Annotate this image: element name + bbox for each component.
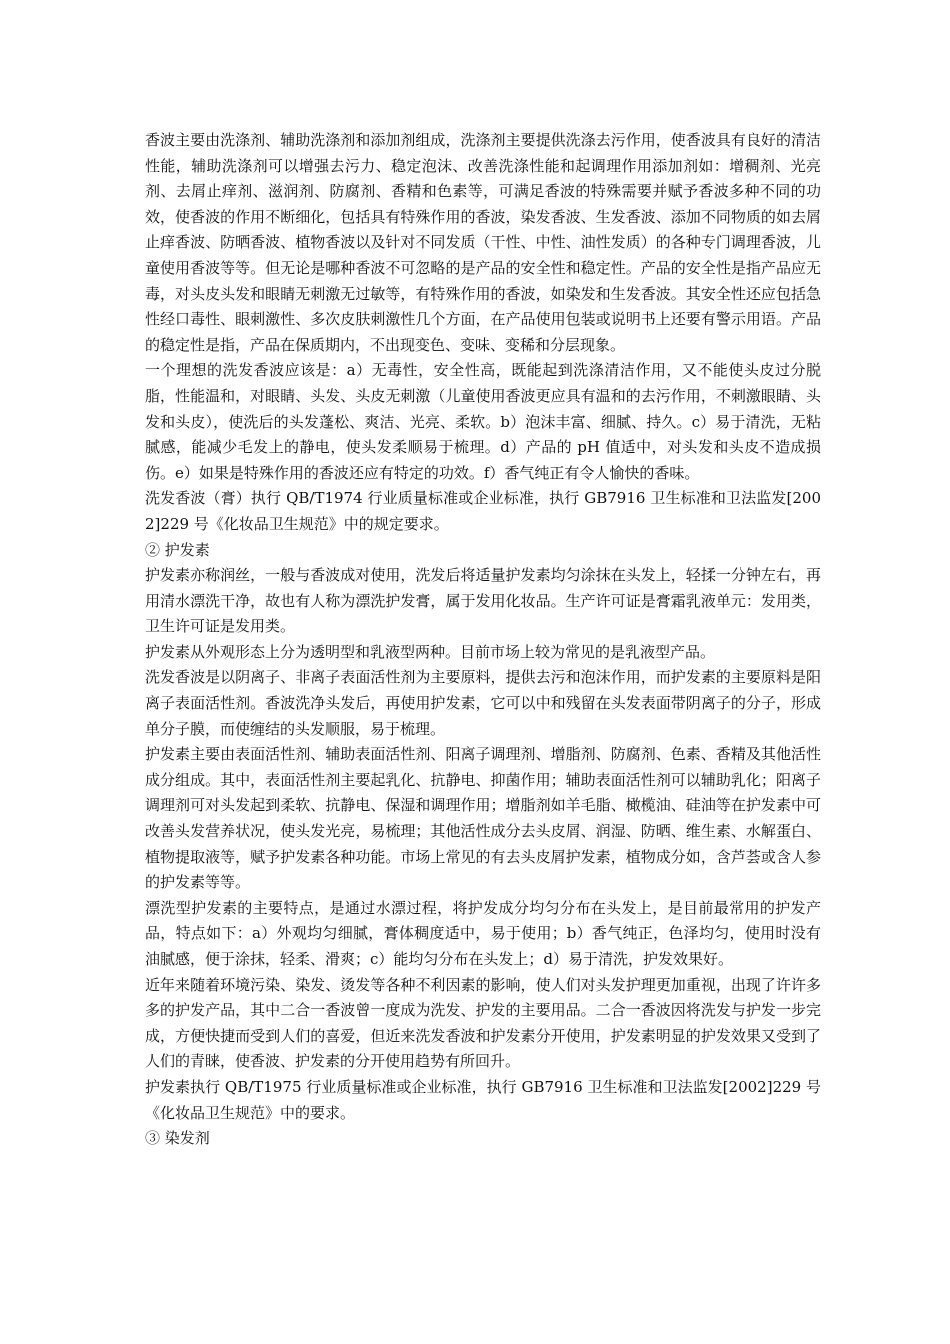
- section-heading-conditioner: ② 护发素: [145, 540, 210, 559]
- paragraph-ideal-shampoo: 一个理想的洗发香波应该是：a）无毒性，安全性高，既能起到洗涤清洁作用，又不能使头皮过分脱脂，性能温和，对眼睛、头发、头皮无刺激（儿童使用香波更应具有温和的去污作用，不刺激眼睛、头发和头皮），使洗后的头发蓬松、爽洁、光亮、柔软。b）泡沫丰富、细腻、持久。c）易于清洗，无粘腻感，能减少毛发上的静电，使头发柔顺易于梳理。d）产品的 pH 值适中，对头发和头皮不造成损伤。e）如果是特殊作用的香波还应有特定的功效。f）香气纯正有令人愉快的香味。: [145, 361, 821, 482]
- paragraph-conditioner-materials: 洗发香波是以阴离子、非离子表面活性剂为主要原料，提供去污和泡沫作用，而护发素的主要原料是阳离子表面活性剂。香波洗净头发后，再使用护发素，它可以中和残留在头发表面带阴离子的分子，形成单分子膜，而使缠结的头发顺服，易于梳理。: [145, 668, 821, 738]
- paragraph-shampoo-standards: 洗发香波（膏）执行 QB/T1974 行业质量标准或企业标准，执行 GB7916 卫生标准和卫法监发[2002]229 号《化妆品卫生规范》中的规定要求。: [145, 489, 821, 533]
- paragraph-shampoo-composition: 香波主要由洗涤剂、辅助洗涤剂和添加剂组成，洗涤剂主要提供洗涤去污作用，使香波具有良好的清洁性能，辅助洗涤剂可以增强去污力、稳定泡沫、改善洗涤性能和起调理作用添加剂如：增稠剂、光亮剂、去屑止痒剂、滋润剂、防腐剂、香精和色素等，可满足香波的特殊需要并赋予香波多种不同的功效，使香波的作用不断细化，包括具有特殊作用的香波，染发香波、生发香波、添加不同物质的如去屑止痒香波、防晒香波、植物香波以及针对不同发质（干性、中性、油性发质）的各种专门调理香波，儿童使用香波等等。但无论是哪种香波不可忽略的是产品的安全性和稳定性。产品的安全性是指产品应无毒，对头皮头发和眼睛无刺激无过敏等，有特殊作用的香波，如染发和生发香波。其安全性还应包括急性经口毒性、眼刺激性、多次皮肤刺激性几个方面，在产品使用包装或说明书上还要有警示用语。产品的稳定性是指，产品在保质期内，不出现变色、变味、变稀和分层现象。: [145, 131, 821, 354]
- section-heading-hair-dye: ③ 染发剂: [145, 1129, 210, 1148]
- paragraph-rinse-conditioner: 漂洗型护发素的主要特点，是通过水漂过程，将护发成分均匀分布在头发上，是目前最常用的护发产品，特点如下：a）外观均匀细腻，膏体稠度适中，易于使用；b）香气纯正，色泽均匀，使用时没有油腻感，便于涂抹，轻柔、滑爽；c）能均匀分布在头发上；d）易于清洗，护发效果好。: [145, 898, 821, 968]
- paragraph-conditioner-intro: 护发素亦称润丝，一般与香波成对使用，洗发后将适量护发素均匀涂抹在头发上，轻揉一分钟左右，再用清水漂洗干净，故也有人称为漂洗护发膏，属于发用化妆品。生产许可证是膏霜乳液单元：发用类，卫生许可证是发用类。: [145, 566, 821, 636]
- document-body: [145, 128, 821, 1152]
- paragraph-conditioner-standards: 护发素执行 QB/T1975 行业质量标准或企业标准，执行 GB7916 卫生标准和卫法监发[2002]229 号《化妆品卫生规范》中的要求。: [145, 1077, 821, 1122]
- paragraph-hair-care-trend: 近年来随着环境污染、染发、烫发等各种不利因素的影响，使人们对头发护理更加重视，出现了许许多多的护发产品，其中二合一香波曾一度成为洗发、护发的主要用品。二合一香波因将洗发与护发一步完成，方便快捷而受到人们的喜爱，但近来洗发香波和护发素分开使用，护发素明显的护发效果又受到了人们的青睐，使香波、护发素的分开使用趋势有所回升。: [145, 975, 821, 1071]
- paragraph-conditioner-composition: 护发素主要由表面活性剂、辅助表面活性剂、阳离子调理剂、增脂剂、防腐剂、色素、香精及其他活性成分组成。其中，表面活性剂主要起乳化、抗静电、抑菌作用；辅助表面活性剂可以辅助乳化；阳离子调理剂可对头发起到柔软、抗静电、保湿和调理作用；增脂剂如羊毛脂、橄榄油、硅油等在护发素中可改善头发营养状况，使头发光亮，易梳理；其他活性成分去头皮屑、润湿、防晒、维生素、水解蛋白、植物提取液等，赋予护发素各种功能。市场上常见的有去头皮屑护发素，植物成分如，含芦荟或含人参的护发素等等。: [145, 745, 821, 892]
- paragraph-conditioner-types: 护发素从外观形态上分为透明型和乳液型两种。目前市场上较为常见的是乳液型产品。: [145, 642, 716, 661]
